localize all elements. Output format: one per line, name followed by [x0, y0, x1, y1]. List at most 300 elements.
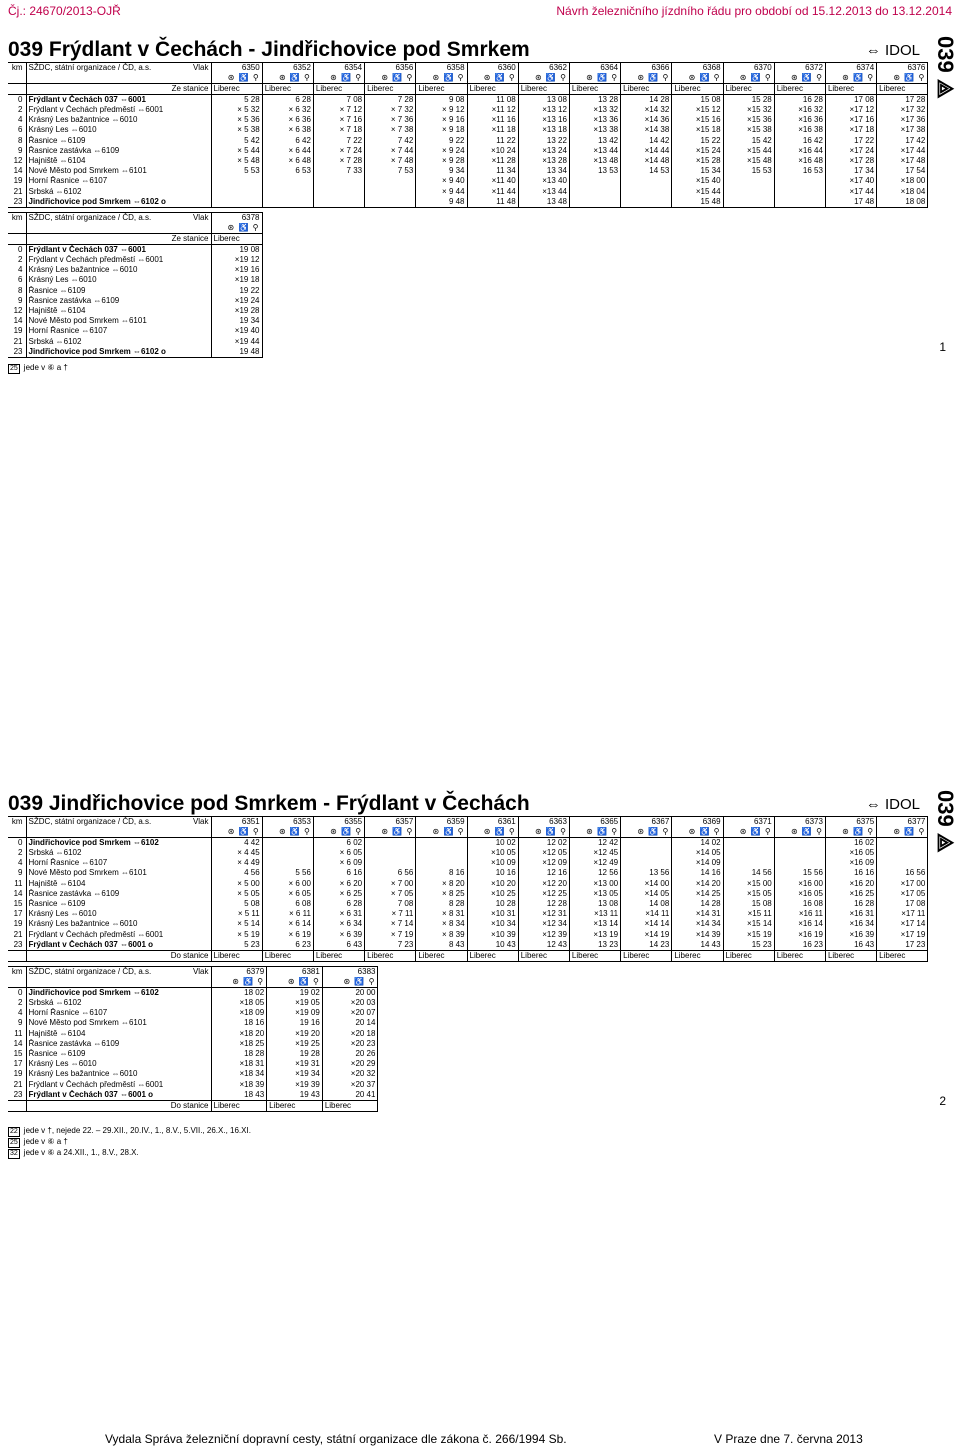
time	[723, 858, 774, 868]
time: ×11 28	[467, 156, 518, 166]
time: ×13 05	[569, 889, 620, 899]
time: × 7 18	[313, 125, 364, 135]
table-row	[8, 234, 262, 245]
train-number: 6381	[267, 967, 323, 978]
notes-2	[8, 1126, 251, 1159]
time: ×17 38	[877, 125, 928, 135]
time: ×19 09	[267, 1008, 323, 1018]
time: ×12 05	[518, 848, 569, 858]
time	[211, 176, 262, 186]
time: × 7 14	[365, 919, 416, 929]
time: ×19 34	[267, 1069, 323, 1079]
to-station: Liberec	[313, 950, 364, 961]
time: ×15 24	[672, 146, 723, 156]
time: 8 28	[416, 899, 467, 909]
train-number: 6350	[211, 63, 262, 74]
time: 7 42	[365, 136, 416, 146]
table-row	[8, 817, 928, 828]
time: ×19 28	[211, 306, 262, 316]
time	[416, 858, 467, 868]
table-row	[8, 326, 262, 336]
time: 5 28	[211, 95, 262, 106]
table-row	[8, 275, 262, 285]
time: × 9 24	[416, 146, 467, 156]
service-icons: ⊛ ♿ ⚲	[313, 827, 364, 838]
service-icons: ⊛ ♿ ⚲	[774, 827, 825, 838]
time: × 4 49	[211, 858, 262, 868]
time: × 7 38	[365, 125, 416, 135]
time: × 6 20	[313, 879, 364, 889]
station-name: Frýdlant v Čechách 037 ⇔6001	[26, 245, 211, 256]
train-number: 6378	[211, 213, 262, 224]
time	[211, 197, 262, 208]
train-number: 6362	[518, 63, 569, 74]
time	[569, 197, 620, 208]
note-box: 22	[10, 1128, 18, 1135]
time: ×16 25	[825, 889, 876, 899]
time: 20 00	[322, 988, 378, 999]
time: × 8 31	[416, 909, 467, 919]
km-value: 14	[8, 316, 26, 326]
service-icons: ⊛ ♿ ⚲	[416, 827, 467, 838]
time: × 5 14	[211, 919, 262, 929]
train-number: 6352	[262, 63, 313, 74]
time: ×16 05	[825, 848, 876, 858]
train-number: 6355	[313, 817, 364, 828]
time: 13 34	[518, 166, 569, 176]
time: 16 42	[774, 136, 825, 146]
train-number: 6363	[518, 817, 569, 828]
time: ×14 14	[621, 919, 672, 929]
km-value: 23	[8, 197, 26, 208]
time: 16 23	[774, 940, 825, 951]
time: 15 08	[723, 899, 774, 909]
time: ×16 48	[774, 156, 825, 166]
time: 19 02	[267, 988, 323, 999]
time: × 7 00	[365, 879, 416, 889]
time: 15 53	[723, 166, 774, 176]
time: ×12 49	[569, 858, 620, 868]
time: × 5 44	[211, 146, 262, 156]
station-name: Krásný Les ⇔6010	[26, 909, 211, 919]
time: 18 28	[211, 1049, 267, 1059]
service-icons: ⊛ ♿ ⚲	[877, 73, 928, 84]
table-row	[8, 125, 928, 135]
time: × 5 00	[211, 879, 262, 889]
station-name: Krásný Les ⇔6010	[26, 1059, 211, 1069]
time: 15 23	[723, 940, 774, 951]
time: 15 22	[672, 136, 723, 146]
station-name: Nové Město pod Smrkem ⇔6101	[26, 166, 211, 176]
time: ×10 05	[467, 848, 518, 858]
km-value: 0	[8, 988, 26, 999]
time: ×16 44	[774, 146, 825, 156]
from-station: Liberec	[262, 84, 313, 95]
table-row	[8, 73, 928, 84]
table-row	[8, 977, 378, 988]
time: ×13 44	[518, 187, 569, 197]
time: ×16 20	[825, 879, 876, 889]
time: 17 28	[877, 95, 928, 106]
cell	[26, 827, 211, 838]
station-name: Frýdlant v Čechách předměstí ⇔6001	[26, 105, 211, 115]
time: ×14 09	[672, 858, 723, 868]
to-station: Liberec	[672, 950, 723, 961]
station-name: Krásný Les bažantnice ⇔6010	[26, 1069, 211, 1079]
time: ×17 05	[877, 889, 928, 899]
table-row	[8, 848, 928, 858]
time: 14 43	[672, 940, 723, 951]
table-row	[8, 105, 928, 115]
time: ×16 39	[825, 930, 876, 940]
time: 12 42	[569, 838, 620, 849]
time: × 8 20	[416, 879, 467, 889]
time	[313, 187, 364, 197]
time: × 7 28	[313, 156, 364, 166]
cell	[26, 223, 211, 234]
table-row	[8, 146, 928, 156]
time: 8 43	[416, 940, 467, 951]
time: × 5 32	[211, 105, 262, 115]
note-box: 25	[10, 1139, 18, 1146]
time: ×15 32	[723, 105, 774, 115]
time: ×15 12	[672, 105, 723, 115]
table-row	[8, 967, 378, 978]
table-row	[8, 1049, 378, 1059]
cell	[8, 73, 26, 84]
station-name: Hajniště ⇔6104	[26, 1029, 211, 1039]
train-number: 6379	[211, 967, 267, 978]
table-row	[8, 63, 928, 74]
doc-heading: Návrh železničního jízdního řádu pro období od 15.12.2013 do 13.12.2014	[556, 4, 952, 18]
time	[621, 838, 672, 849]
time: ×12 25	[518, 889, 569, 899]
timetable-1	[8, 62, 928, 208]
to-station: Liberec	[211, 950, 262, 961]
time: ×15 28	[672, 156, 723, 166]
time: 11 48	[467, 197, 518, 208]
to-station: Liberec	[569, 950, 620, 961]
train-number: 6371	[723, 817, 774, 828]
time: 13 53	[569, 166, 620, 176]
km-value: 17	[8, 1059, 26, 1069]
time: 16 02	[825, 838, 876, 849]
train-number: 6354	[313, 63, 364, 74]
time	[262, 858, 313, 868]
note-text: jede v ⑥ a 24.XII., 1., 8.V., 28.X.	[23, 1148, 139, 1157]
timetable-1b	[8, 212, 263, 358]
to-station: Liberec	[211, 1100, 267, 1111]
time: ×13 19	[569, 930, 620, 940]
km-value: 23	[8, 940, 26, 951]
time: 14 16	[672, 868, 723, 878]
cell	[26, 977, 211, 988]
timetable-2	[8, 816, 928, 962]
time: × 6 25	[313, 889, 364, 899]
time: × 9 16	[416, 115, 467, 125]
time: 15 42	[723, 136, 774, 146]
time: × 7 48	[365, 156, 416, 166]
time	[365, 187, 416, 197]
time: ×13 16	[518, 115, 569, 125]
km-value: 0	[8, 95, 26, 106]
time: 16 28	[825, 899, 876, 909]
km-value: 21	[8, 337, 26, 347]
time: ×13 00	[569, 879, 620, 889]
time: ×12 20	[518, 879, 569, 889]
time: × 7 19	[365, 930, 416, 940]
table-row	[8, 930, 928, 940]
time	[365, 858, 416, 868]
footer-publisher: Vydala Správa železniční dopravní cesty, státní organizace dle zákona č. 266/1994 Sb.	[105, 1432, 567, 1446]
time: 16 43	[825, 940, 876, 951]
time: ×13 14	[569, 919, 620, 929]
station-name: Jindřichovice pod Smrkem ⇔6102 o	[26, 197, 211, 208]
time	[621, 187, 672, 197]
time: 16 53	[774, 166, 825, 176]
time: ×20 37	[322, 1080, 378, 1090]
cell	[8, 223, 26, 234]
time: 19 16	[267, 1018, 323, 1028]
table-row	[8, 255, 262, 265]
time: ×13 11	[569, 909, 620, 919]
time: 9 22	[416, 136, 467, 146]
time: ×18 20	[211, 1029, 267, 1039]
time: ×14 25	[672, 889, 723, 899]
km-value: 4	[8, 115, 26, 125]
time: ×10 25	[467, 889, 518, 899]
table-row	[8, 858, 928, 868]
time	[621, 176, 672, 186]
time	[877, 858, 928, 868]
service-icons: ⊛ ♿ ⚲	[569, 827, 620, 838]
table-row	[8, 316, 262, 326]
station-name: Řasnice zastávka ⇔6109	[26, 889, 211, 899]
time: × 7 05	[365, 889, 416, 899]
km-value: 9	[8, 146, 26, 156]
time: ×12 39	[518, 930, 569, 940]
train-number: 6360	[467, 63, 518, 74]
time: ×18 31	[211, 1059, 267, 1069]
service-icons: ⊛ ♿ ⚲	[569, 73, 620, 84]
time: 10 02	[467, 838, 518, 849]
station-name: Řasnice zastávka ⇔6109	[26, 146, 211, 156]
time: × 6 48	[262, 156, 313, 166]
table-row	[8, 868, 928, 878]
time: 9 34	[416, 166, 467, 176]
station-name: Krásný Les ⇔6010	[26, 275, 211, 285]
from-station: Liberec	[723, 84, 774, 95]
train-number: 6374	[825, 63, 876, 74]
table-row	[8, 156, 928, 166]
time: 17 48	[825, 197, 876, 208]
time: 20 41	[322, 1090, 378, 1101]
table-row	[8, 1100, 378, 1111]
km-value: 0	[8, 838, 26, 849]
to-station: Liberec	[365, 950, 416, 961]
time: 20 26	[322, 1049, 378, 1059]
time: ×18 39	[211, 1080, 267, 1090]
time: ×20 18	[322, 1029, 378, 1039]
time: × 9 28	[416, 156, 467, 166]
footnote	[8, 1148, 251, 1159]
time: × 7 11	[365, 909, 416, 919]
time: × 7 36	[365, 115, 416, 125]
to-station: Liberec	[262, 950, 313, 961]
time: ×17 18	[825, 125, 876, 135]
table-row	[8, 1069, 378, 1079]
table-row	[8, 879, 928, 889]
km-value: 2	[8, 105, 26, 115]
km-value: 12	[8, 156, 26, 166]
from-station: Liberec	[825, 84, 876, 95]
train-number: 6370	[723, 63, 774, 74]
station-name: Nové Město pod Smrkem ⇔6101	[26, 316, 211, 326]
time	[774, 187, 825, 197]
time	[774, 176, 825, 186]
time	[723, 176, 774, 186]
km-value: 8	[8, 136, 26, 146]
time: ×18 34	[211, 1069, 267, 1079]
time: 7 53	[365, 166, 416, 176]
time: ×13 28	[518, 156, 569, 166]
time: ×15 11	[723, 909, 774, 919]
from-station: Liberec	[416, 84, 467, 95]
station-name: Řasnice ⇔6109	[26, 1049, 211, 1059]
table-row	[8, 1029, 378, 1039]
time: × 8 39	[416, 930, 467, 940]
train-number: 6356	[365, 63, 416, 74]
km-value: 4	[8, 265, 26, 275]
service-icons: ⊛ ♿ ⚲	[322, 977, 378, 988]
time	[723, 197, 774, 208]
to-station: Liberec	[322, 1100, 378, 1111]
station-name: Horní Řasnice ⇔6107	[26, 1008, 211, 1018]
from-label: Ze stanice	[26, 84, 211, 95]
table-row	[8, 889, 928, 899]
time: × 5 38	[211, 125, 262, 135]
time: 13 22	[518, 136, 569, 146]
time	[774, 197, 825, 208]
page-number: 2	[939, 1094, 946, 1108]
km-value: 6	[8, 125, 26, 135]
km-value: 12	[8, 306, 26, 316]
table-row	[8, 337, 262, 347]
time: ×20 23	[322, 1039, 378, 1049]
from-station: Liberec	[877, 84, 928, 95]
station-name: Frýdlant v Čechách 037 ⇔6001 o	[26, 940, 211, 951]
station-name: Řasnice ⇔6109	[26, 286, 211, 296]
time: ×14 38	[621, 125, 672, 135]
table-row	[8, 1008, 378, 1018]
time: 19 48	[211, 347, 262, 358]
time: × 6 05	[262, 889, 313, 899]
time: ×17 36	[877, 115, 928, 125]
time: ×13 48	[569, 156, 620, 166]
train-number: 6358	[416, 63, 467, 74]
table-row	[8, 245, 262, 256]
time: 14 02	[672, 838, 723, 849]
time	[723, 187, 774, 197]
time	[569, 176, 620, 186]
station-name: Horní Řasnice ⇔6107	[26, 326, 211, 336]
time: × 9 40	[416, 176, 467, 186]
service-icons: ⊛ ♿ ⚲	[262, 73, 313, 84]
train-number: 6357	[365, 817, 416, 828]
time: 5 23	[211, 940, 262, 951]
time: × 7 44	[365, 146, 416, 156]
time: ×15 48	[723, 156, 774, 166]
time: 17 08	[825, 95, 876, 106]
time	[262, 197, 313, 208]
time	[621, 848, 672, 858]
doc-ref: Čj.: 24670/2013-OJŘ	[8, 4, 121, 18]
to-station: Liberec	[877, 950, 928, 961]
station-name: Srbská ⇔6102	[26, 337, 211, 347]
time	[262, 838, 313, 849]
train-number: 6377	[877, 817, 928, 828]
from-station: Liberec	[774, 84, 825, 95]
time: ×14 36	[621, 115, 672, 125]
cell	[8, 950, 26, 961]
time: ×19 39	[267, 1080, 323, 1090]
time: ×17 16	[825, 115, 876, 125]
train-number: 6364	[569, 63, 620, 74]
time: × 6 39	[313, 930, 364, 940]
footnote	[8, 1137, 251, 1148]
km-value: 14	[8, 166, 26, 176]
train-number: 6369	[672, 817, 723, 828]
km-value: 4	[8, 858, 26, 868]
time: 17 23	[877, 940, 928, 951]
km-value: 9	[8, 1018, 26, 1028]
service-icons: ⊛ ♿ ⚲	[825, 827, 876, 838]
time: 16 28	[774, 95, 825, 106]
time	[416, 838, 467, 849]
table-row	[8, 115, 928, 125]
time: 12 43	[518, 940, 569, 951]
to-station: Liberec	[518, 950, 569, 961]
time: × 6 44	[262, 146, 313, 156]
table-row	[8, 306, 262, 316]
km-value: 8	[8, 286, 26, 296]
service-icons: ⊛ ♿ ⚲	[825, 73, 876, 84]
time: 6 08	[262, 899, 313, 909]
service-icons: ⊛ ♿ ⚲	[723, 73, 774, 84]
time: ×13 18	[518, 125, 569, 135]
time: 4 42	[211, 838, 262, 849]
time: × 7 16	[313, 115, 364, 125]
time: × 7 24	[313, 146, 364, 156]
time: 6 28	[313, 899, 364, 909]
time: 18 16	[211, 1018, 267, 1028]
table-row	[8, 166, 928, 176]
km-value: 11	[8, 1029, 26, 1039]
time: ×15 16	[672, 115, 723, 125]
km-value: 19	[8, 176, 26, 186]
time: 18 08	[877, 197, 928, 208]
table-row	[8, 84, 928, 95]
time	[262, 848, 313, 858]
time: 13 42	[569, 136, 620, 146]
train-number: 6359	[416, 817, 467, 828]
time: ×19 40	[211, 326, 262, 336]
service-icons: ⊛ ♿ ⚲	[211, 223, 262, 234]
station-name: Řasnice ⇔6109	[26, 136, 211, 146]
time	[262, 187, 313, 197]
km-value: 9	[8, 868, 26, 878]
km-value: 0	[8, 245, 26, 256]
